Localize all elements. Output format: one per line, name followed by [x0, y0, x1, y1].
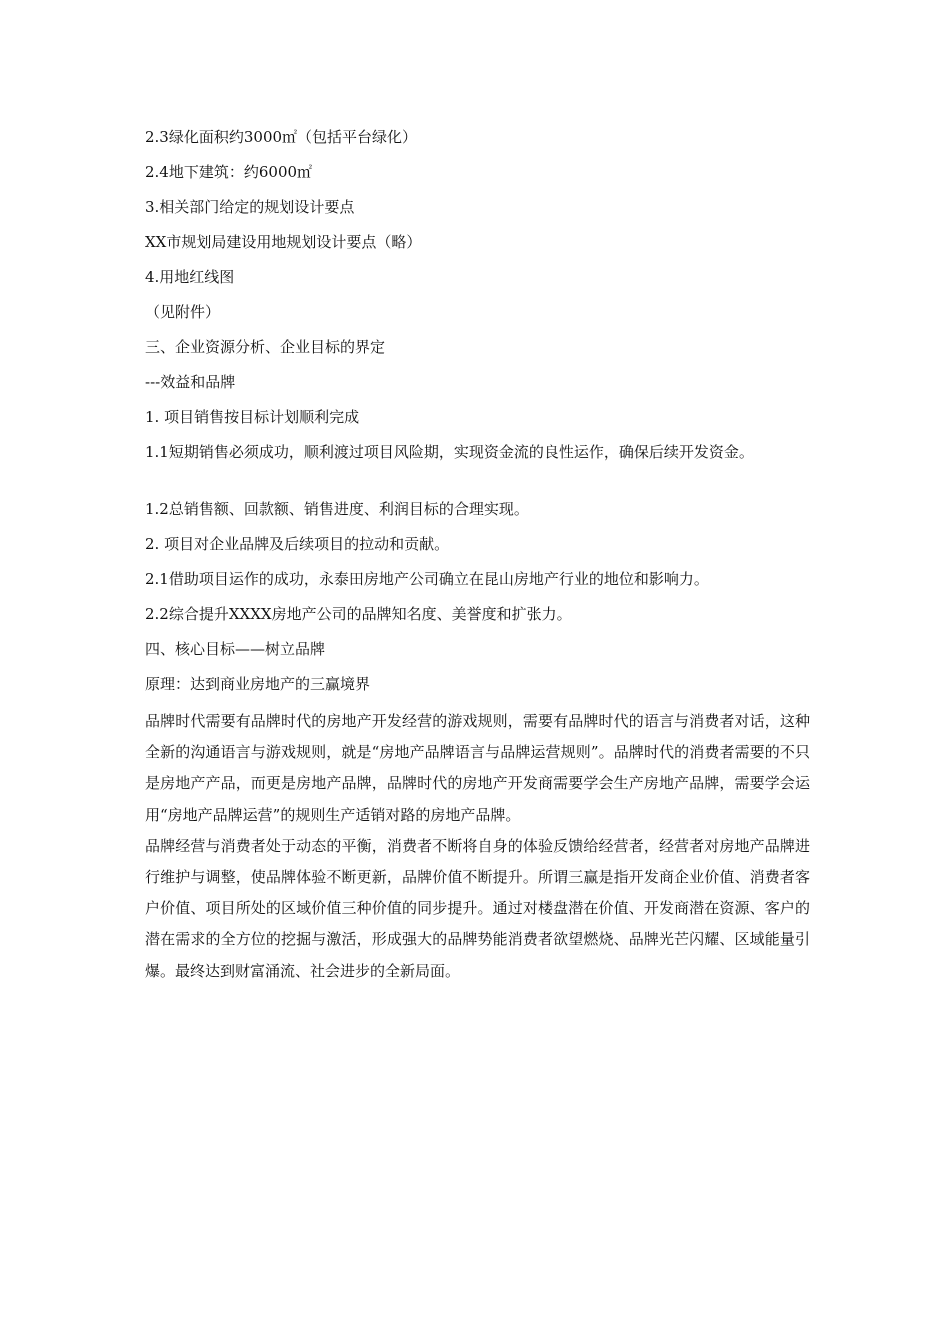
text-line: 2. 项目对企业品牌及后续项目的拉动和贡献。 [145, 535, 450, 553]
text-line: 1.1短期销售必须成功，顺利渡过项目风险期，实现资金流的良性运作，确保后续开发资金。 [145, 443, 754, 461]
text-line: 2.4地下建筑：约6000㎡ [145, 163, 313, 181]
section-heading: 四、核心目标——树立品牌 [145, 640, 326, 658]
paragraph: 品牌经营与消费者处于动态的平衡，消费者不断将自身的体验反馈给经营者，经营者对房地产品牌进行维护与调整，使品牌体验不断更新，品牌价值不断提升。所谓三赢是指开发商企业价值、消费者客户价值、项目所处的区域价值三种价值的同步提升。通过对楼盘潜在价值、开发商潜在资源、客户的潜在需求的全方位的挖掘与激活，形成强大的品牌势能消费者欲望燃烧、品牌光芒闪耀、区域能量引爆。最终达到财富涌流、社会进步的全新局面。 [145, 836, 810, 980]
text-line: 2.2综合提升XXXX房地产公司的品牌知名度、美誉度和扩张力。 [145, 605, 572, 623]
document-body [145, 124, 810, 987]
paragraph: 品牌时代需要有品牌时代的房地产开发经营的游戏规则，需要有品牌时代的语言与消费者对话，这种全新的沟通语言与游戏规则，就是“房地产品牌语言与品牌运营规则”。品牌时代的消费者需要的不只是房地产产品，而更是房地产品牌，品牌时代的房地产开发商需要学会生产房地产品牌，需要学会运用“房地产品牌运营”的规则生产适销对路的房地产品牌。 [145, 712, 810, 824]
text-line: XX市规划局建设用地规划设计要点（略） [145, 233, 422, 251]
section-heading: 三、企业资源分析、企业目标的界定 [145, 338, 386, 356]
text-line: （见附件） [145, 303, 221, 321]
text-line: 2.1借助项目运作的成功，永泰田房地产公司确立在昆山房地产行业的地位和影响力。 [145, 570, 709, 588]
text-line: 1.2总销售额、回款额、销售进度、利润目标的合理实现。 [145, 500, 529, 518]
text-line: 原理：达到商业房地产的三赢境界 [145, 675, 371, 693]
text-line: 4.用地红线图 [145, 268, 235, 286]
text-line: 3.相关部门给定的规划设计要点 [145, 198, 355, 216]
text-line: 1. 项目销售按目标计划顺利完成 [145, 408, 360, 426]
text-line: 2.3绿化面积约3000㎡（包括平台绿化） [145, 128, 418, 146]
blank-line [145, 474, 810, 496]
text-line: ---效益和品牌 [145, 373, 236, 391]
